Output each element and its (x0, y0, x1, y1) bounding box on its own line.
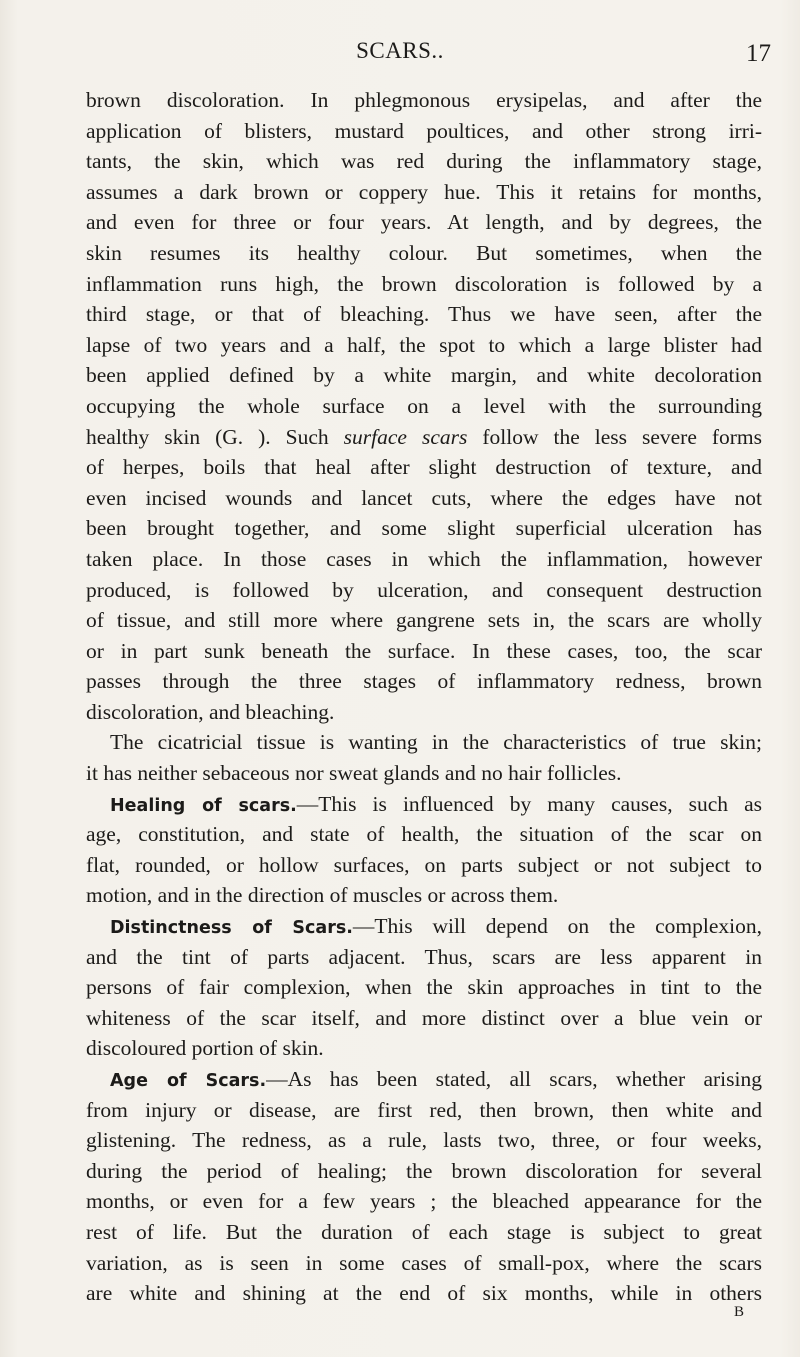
text-line: flat, rounded, or hollow surfaces, on parts subject or not subject to (86, 852, 762, 877)
signature-mark: B (734, 1304, 745, 1320)
text-line: age, constitution, and state of health, the situation of the scar on (86, 822, 762, 847)
text-line: whiteness of the scar itself, and more distinct over a blue vein or (86, 1005, 762, 1030)
text-line: produced, is followed by ulceration, and consequent destruction (86, 577, 762, 602)
section-heading-distinctness-of-scars: Distinctness of Scars. (110, 918, 353, 939)
text-line: from injury or disease, are first red, then brown, then white and (86, 1097, 762, 1122)
text-line: been brought together, and some slight superficial ulceration has (86, 516, 762, 541)
text-line: passes through the three stages of inflammatory redness, brown (86, 669, 762, 694)
text-line: or in part sunk beneath the surface. In these cases, too, the scar (86, 638, 762, 663)
text-line: third stage, or that of bleaching. Thus we have seen, after the (86, 302, 762, 327)
text-line: it has neither sebaceous nor sweat glands and no hair follicles. (86, 761, 622, 786)
text-line: and the tint of parts adjacent. Thus, scars are less apparent in (86, 944, 762, 969)
text-line: rest of life. But the duration of each stage is subject to great (86, 1219, 762, 1244)
section-heading-healing-of-scars: Healing of scars. (110, 795, 297, 816)
text-line: Healing of scars.—This is influenced by many causes, such as (110, 791, 763, 816)
text-line: discoloration, and bleaching. (86, 699, 335, 724)
text-line: during the period of healing; the brown discoloration for several (86, 1158, 762, 1183)
text-line: inflammation runs high, the brown discoloration is followed by a (86, 271, 762, 296)
text-line: application of blisters, mustard poultices, and other strong irri- (86, 118, 762, 143)
text-line: been applied defined by a white margin, and white decoloration (86, 363, 762, 388)
text-line: The cicatricial tissue is wanting in the characteristics of true skin; (110, 730, 762, 755)
body-text (86, 85, 762, 1309)
text-line: motion, and in the direction of muscles or across them. (86, 883, 559, 908)
text-line: of tissue, and still more where gangrene sets in, the scars are wholly (86, 608, 762, 633)
text-line: brown discoloration. In phlegmonous erysipelas, and after the (86, 88, 762, 112)
emphasis-surface-scars: surface scars (343, 424, 468, 449)
text-line: Age of Scars.—As has been stated, all scars, whether arising (110, 1067, 762, 1091)
text-line: lapse of two years and a half, the spot to which a large blister had (86, 332, 762, 357)
text-line: persons of fair complexion, when the skin approaches in tint to the (86, 975, 762, 1000)
section-heading-age-of-scars: Age of Scars. (110, 1071, 267, 1091)
text-line: variation, as is seen in some cases of small-pox, where the scars (86, 1250, 762, 1275)
running-title: SCARS.. (356, 38, 444, 63)
page-number: 17 (746, 40, 771, 67)
text-line: are white and shining at the end of six months, while in others (86, 1281, 762, 1306)
text-line: skin resumes its healthy colour. But sometimes, when the (86, 240, 762, 265)
text-line: healthy skin (G. ). Such surface scars follow the less severe forms (86, 424, 763, 449)
text-line: occupying the whole surface on a level with the surrounding (86, 393, 762, 418)
text-line: of herpes, boils that heal after slight destruction of texture, and (86, 455, 762, 480)
text-line: even incised wounds and lancet cuts, where the edges have not (86, 485, 762, 510)
text-line: glistening. The redness, as a rule, lasts two, three, or four weeks, (86, 1128, 762, 1153)
text-line: and even for three or four years. At length, and by degrees, the (86, 210, 762, 235)
text-line: Distinctness of Scars.—This will depend on the complexion, (110, 914, 763, 939)
text-line: taken place. In those cases in which the inflammation, however (86, 546, 762, 571)
text-line: tants, the skin, which was red during the inflammatory stage, (86, 149, 762, 174)
text-line: months, or even for a few years ; the bleached appearance for the (86, 1189, 762, 1214)
text-line: discoloured portion of skin. (86, 1036, 324, 1061)
text-line: assumes a dark brown or coppery hue. This it retains for months, (86, 179, 762, 204)
